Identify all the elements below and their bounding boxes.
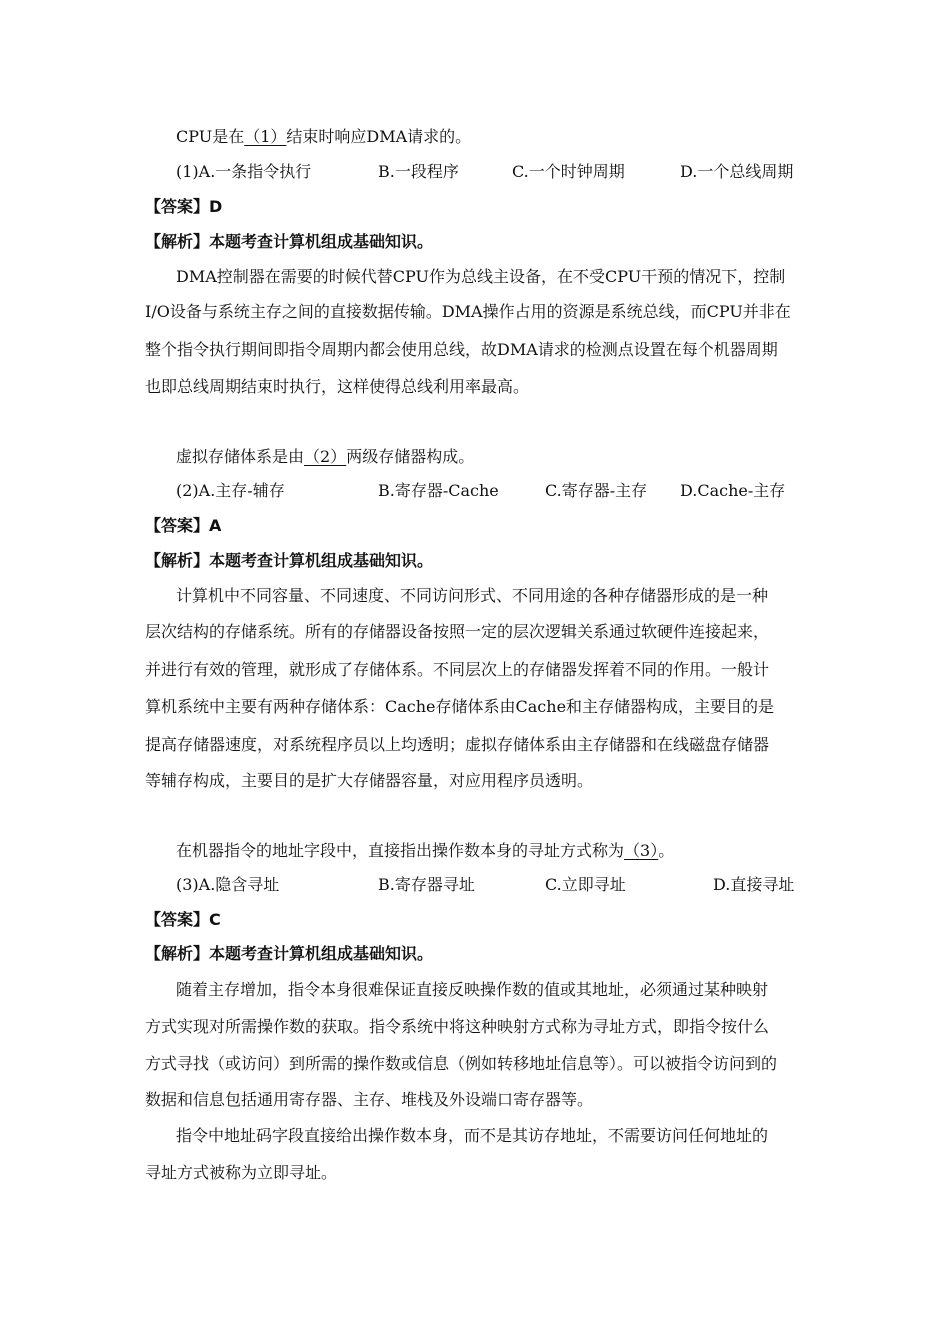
q2-analysis-title: 本题考查计算机组成基础知识。 (209, 551, 434, 570)
q2-analysis-line: 层次结构的存储系统。所有的存储器设备按照一定的层次逻辑关系通过软硬件连接起来， (145, 622, 770, 641)
q3-option-c: C.立即寻址 (545, 875, 626, 894)
q2-analysis-line: 提高存储器速度，对系统程序员以上均透明；虚拟存储体系由主存储器和在线磁盘存储器 (145, 735, 770, 754)
q1-analysis-label: 【解析】 (145, 232, 210, 251)
q2-stem-pre: 虚拟存储体系是由 (176, 447, 305, 466)
q1-answer (145, 196, 222, 218)
q2-option-c: C.寄存器-主存 (545, 481, 648, 500)
q2-analysis-heading (145, 550, 433, 572)
q3-option-b: B.寄存器寻址 (378, 875, 475, 894)
q3-analysis-line: 数据和信息包括通用寄存器、主存、堆栈及外设端口寄存器等。 (145, 1090, 594, 1109)
q1-blank: （1） (244, 127, 287, 146)
q2-option-a: (2)A.主存-辅存 (176, 481, 285, 500)
q2-analysis-line: 算机系统中主要有两种存储体系：Cache存储体系由Cache和主存储器构成，主要目的是 (145, 697, 775, 716)
q3-stem (176, 840, 674, 862)
q1-option-a: (1)A.一条指令执行 (176, 162, 312, 181)
q1-stem-post: 结束时响应DMA请求的。 (286, 127, 472, 146)
q3-blank: （3） (624, 841, 659, 860)
q3-analysis-line: 方式实现对所需操作数的获取。指令系统中将这种映射方式称为寻址方式，即指令按什么 (145, 1017, 770, 1036)
q3-analysis-line: 指令中地址码字段直接给出操作数本身，而不是其访存地址，不需要访问任何地址的 (176, 1126, 769, 1145)
q1-option-c: C.一个时钟周期 (512, 162, 625, 181)
q3-answer-label: 【答案】 (145, 910, 210, 929)
q2-blank: （2） (304, 447, 347, 466)
q3-analysis-line: 寻址方式被称为立即寻址。 (145, 1163, 338, 1182)
q2-stem-post: 两级存储器构成。 (346, 447, 475, 466)
q3-answer-value: C (209, 910, 221, 929)
q1-analysis-line: I/O设备与系统主存之间的直接数据传输。DMA操作占用的资源是系统总线，而CPU并非在 (145, 302, 791, 321)
q2-answer-value: A (209, 516, 222, 535)
q1-option-d: D.一个总线周期 (680, 162, 794, 181)
q2-stem (176, 446, 474, 468)
q3-analysis-line: 方式寻找（或访问）到所需的操作数或信息（例如转移地址信息等）。可以被指令访问到的 (145, 1054, 778, 1073)
q1-analysis-line: 整个指令执行期间即指令周期内都会使用总线，故DMA请求的检测点设置在每个机器周期 (145, 340, 778, 359)
q2-analysis-line: 计算机中不同容量、不同速度、不同访问形式、不同用途的各种存储器形成的是一种 (176, 586, 769, 605)
q2-option-b: B.寄存器-Cache (378, 481, 499, 500)
q3-analysis-title: 本题考查计算机组成基础知识。 (209, 944, 434, 963)
q2-analysis-label: 【解析】 (145, 551, 210, 570)
q1-option-b: B.一段程序 (378, 162, 459, 181)
q2-analysis-line: 并进行有效的管理，就形成了存储体系。不同层次上的存储器发挥着不同的作用。一般计 (145, 660, 770, 679)
q2-answer-label: 【答案】 (145, 516, 210, 535)
q1-stem (176, 126, 471, 148)
q3-analysis-line: 随着主存增加，指令本身很难保证直接反映操作数的值或其地址，必须通过某种映射 (176, 980, 769, 999)
q2-option-d: D.Cache-主存 (680, 481, 786, 500)
q2-answer (145, 515, 221, 537)
q1-answer-label: 【答案】 (145, 197, 210, 216)
q1-analysis-line: 也即总线周期结束时执行，这样使得总线利用率最高。 (145, 377, 530, 396)
q1-stem-pre: CPU是在 (176, 127, 245, 146)
q3-analysis-heading (145, 943, 433, 965)
q1-answer-value: D (209, 197, 223, 216)
q3-analysis-label: 【解析】 (145, 944, 210, 963)
q1-analysis-heading (145, 231, 433, 253)
q1-analysis-line: DMA控制器在需要的时候代替CPU作为总线主设备，在不受CPU干预的情况下，控制 (176, 267, 786, 286)
q3-stem-pre: 在机器指令的地址字段中，直接指出操作数本身的寻址方式称为 (176, 841, 625, 860)
q3-option-a: (3)A.隐含寻址 (176, 875, 280, 894)
q3-answer (145, 909, 221, 931)
q3-option-d: D.直接寻址 (713, 875, 795, 894)
q1-analysis-title: 本题考查计算机组成基础知识。 (209, 232, 434, 251)
q3-stem-post: 。 (658, 841, 675, 860)
q2-analysis-line: 等辅存构成，主要目的是扩大存储器容量，对应用程序员透明。 (145, 771, 594, 790)
